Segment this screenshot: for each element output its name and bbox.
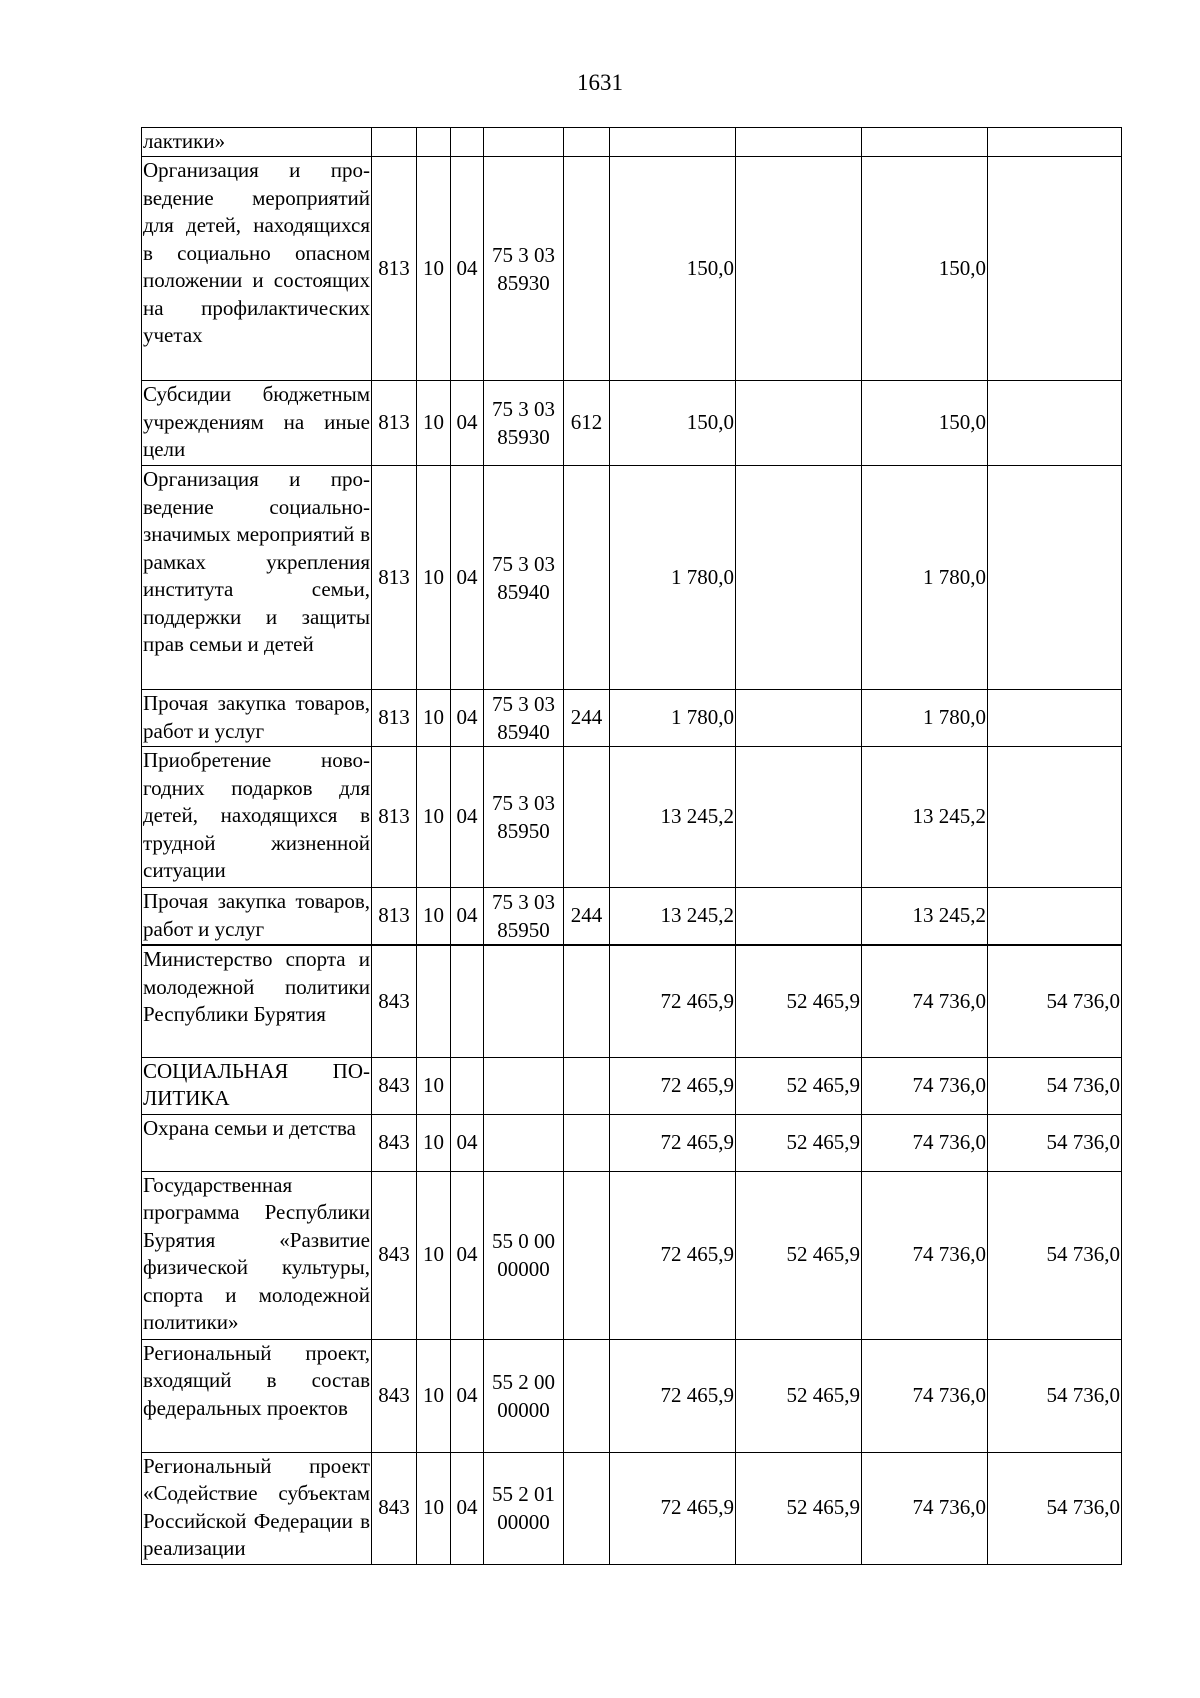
row-target-article-cell: 55 2 00 00000 — [484, 1339, 564, 1452]
row-amount-4-cell — [988, 888, 1122, 946]
row-grbs-cell: 813 — [372, 466, 417, 690]
row-grbs-cell: 813 — [372, 157, 417, 381]
row-target-article-cell: 75 3 03 85950 — [484, 888, 564, 946]
row-amount-2-cell — [736, 157, 862, 381]
row-target-article-cell: 55 0 00 00000 — [484, 1171, 564, 1339]
row-section-cell: 10 — [417, 1452, 451, 1564]
row-target-article-cell — [484, 1057, 564, 1114]
row-amount-4-cell — [988, 157, 1122, 381]
row-expense-type-cell — [564, 1171, 610, 1339]
row-subsection-cell: 04 — [451, 1339, 484, 1452]
row-amount-1-cell: 72 465,9 — [610, 945, 736, 1057]
row-name-cell: Государственная программа Республики Бурятия «Развитие физической культуры, спорта и молодежной политики» — [142, 1171, 372, 1339]
row-name-cell: Охрана семьи и детства — [142, 1114, 372, 1171]
row-section-cell: 10 — [417, 466, 451, 690]
row-target-article-cell: 55 2 01 00000 — [484, 1452, 564, 1564]
row-expense-type-cell: 612 — [564, 381, 610, 466]
row-target-article-cell — [484, 1114, 564, 1171]
row-amount-4-cell — [988, 466, 1122, 690]
row-amount-1-cell: 13 245,2 — [610, 747, 736, 888]
row-amount-4-cell — [988, 690, 1122, 747]
row-amount-2-cell: 52 465,9 — [736, 1171, 862, 1339]
row-amount-2-cell — [736, 128, 862, 157]
row-name-cell: Прочая закупка товаров, работ и услуг — [142, 690, 372, 747]
row-amount-3-cell — [862, 128, 988, 157]
row-amount-4-cell: 54 736,0 — [988, 1452, 1122, 1564]
row-amount-2-cell — [736, 466, 862, 690]
row-amount-1-cell: 72 465,9 — [610, 1171, 736, 1339]
row-subsection-cell — [451, 945, 484, 1057]
row-subsection-cell: 04 — [451, 1171, 484, 1339]
row-section-cell — [417, 128, 451, 157]
row-amount-3-cell: 74 736,0 — [862, 1057, 988, 1114]
row-subsection-cell — [451, 1057, 484, 1114]
row-amount-2-cell — [736, 690, 862, 747]
row-subsection-cell: 04 — [451, 888, 484, 946]
row-expense-type-cell: 244 — [564, 690, 610, 747]
row-subsection-cell: 04 — [451, 747, 484, 888]
row-section-cell: 10 — [417, 1057, 451, 1114]
row-name-cell: Организация и проведение мероприятий для детей, находящихся в социально опасном положении и состоящих на профилактических учетах — [142, 157, 372, 381]
row-name-cell: Министерство спорта и молодежной политики Республики Бурятия — [142, 945, 372, 1057]
row-grbs-cell: 843 — [372, 1452, 417, 1564]
row-amount-1-cell: 150,0 — [610, 157, 736, 381]
row-amount-2-cell — [736, 888, 862, 946]
row-grbs-cell: 843 — [372, 1171, 417, 1339]
table-row — [142, 1452, 1122, 1564]
table-row — [142, 888, 1122, 946]
row-grbs-cell — [372, 128, 417, 157]
row-name-cell: Прочая закупка товаров, работ и услуг — [142, 888, 372, 946]
row-subsection-cell: 04 — [451, 1114, 484, 1171]
table-row — [142, 945, 1122, 1057]
row-target-article-cell — [484, 128, 564, 157]
row-amount-3-cell: 150,0 — [862, 381, 988, 466]
row-subsection-cell: 04 — [451, 690, 484, 747]
row-amount-4-cell: 54 736,0 — [988, 945, 1122, 1057]
row-amount-2-cell — [736, 747, 862, 888]
row-subsection-cell: 04 — [451, 381, 484, 466]
row-amount-2-cell — [736, 381, 862, 466]
row-amount-3-cell: 74 736,0 — [862, 945, 988, 1057]
row-name-cell: Региональный проект, входящий в состав федеральных проектов — [142, 1339, 372, 1452]
row-amount-4-cell: 54 736,0 — [988, 1171, 1122, 1339]
row-grbs-cell: 813 — [372, 888, 417, 946]
row-amount-4-cell — [988, 128, 1122, 157]
row-amount-3-cell: 1 780,0 — [862, 690, 988, 747]
row-grbs-cell: 813 — [372, 690, 417, 747]
table-row — [142, 381, 1122, 466]
row-amount-2-cell: 52 465,9 — [736, 1114, 862, 1171]
table-row — [142, 690, 1122, 747]
row-amount-1-cell: 1 780,0 — [610, 690, 736, 747]
row-amount-2-cell: 52 465,9 — [736, 1339, 862, 1452]
row-subsection-cell: 04 — [451, 1452, 484, 1564]
row-target-article-cell: 75 3 03 85930 — [484, 157, 564, 381]
row-amount-2-cell: 52 465,9 — [736, 1057, 862, 1114]
row-section-cell: 10 — [417, 157, 451, 381]
row-name-cell: Субсидии бюджетным учреждениям на иные цели — [142, 381, 372, 466]
row-grbs-cell: 813 — [372, 381, 417, 466]
row-amount-3-cell: 74 736,0 — [862, 1452, 988, 1564]
page-number: 1631 — [577, 70, 623, 95]
row-amount-1-cell: 72 465,9 — [610, 1339, 736, 1452]
row-target-article-cell — [484, 945, 564, 1057]
row-amount-3-cell: 74 736,0 — [862, 1171, 988, 1339]
row-expense-type-cell — [564, 945, 610, 1057]
table-row — [142, 747, 1122, 888]
table-row — [142, 1339, 1122, 1452]
row-amount-2-cell: 52 465,9 — [736, 1452, 862, 1564]
row-target-article-cell: 75 3 03 85930 — [484, 381, 564, 466]
row-amount-4-cell: 54 736,0 — [988, 1339, 1122, 1452]
row-expense-type-cell — [564, 1452, 610, 1564]
row-section-cell: 10 — [417, 1339, 451, 1452]
row-amount-1-cell: 150,0 — [610, 381, 736, 466]
row-amount-4-cell — [988, 381, 1122, 466]
table-row — [142, 157, 1122, 381]
row-amount-3-cell: 150,0 — [862, 157, 988, 381]
row-amount-4-cell: 54 736,0 — [988, 1114, 1122, 1171]
row-target-article-cell: 75 3 03 85950 — [484, 747, 564, 888]
row-amount-2-cell: 52 465,9 — [736, 945, 862, 1057]
table-row — [142, 1171, 1122, 1339]
row-amount-3-cell: 74 736,0 — [862, 1114, 988, 1171]
row-amount-1-cell: 72 465,9 — [610, 1114, 736, 1171]
row-target-article-cell: 75 3 03 85940 — [484, 690, 564, 747]
table-row — [142, 1114, 1122, 1171]
row-name-cell: Региональный проект «Содействие субъектам Российской Федерации в реализации — [142, 1452, 372, 1564]
row-expense-type-cell — [564, 157, 610, 381]
row-amount-3-cell: 13 245,2 — [862, 747, 988, 888]
row-amount-3-cell: 74 736,0 — [862, 1339, 988, 1452]
row-expense-type-cell — [564, 1057, 610, 1114]
row-expense-type-cell — [564, 747, 610, 888]
row-name-cell: Организация и проведение социально-значимых мероприятий в рамках укрепления института семьи, поддержки и защиты прав семьи и детей — [142, 466, 372, 690]
row-expense-type-cell — [564, 466, 610, 690]
row-subsection-cell — [451, 128, 484, 157]
row-name-cell: Приобретение новогодних подарков для детей, находящихся в трудной жизненной ситуации — [142, 747, 372, 888]
row-amount-1-cell: 13 245,2 — [610, 888, 736, 946]
row-amount-4-cell — [988, 747, 1122, 888]
row-section-cell: 10 — [417, 1171, 451, 1339]
row-section-cell: 10 — [417, 888, 451, 946]
table-row — [142, 1057, 1122, 1114]
row-section-cell: 10 — [417, 381, 451, 466]
row-grbs-cell: 843 — [372, 1339, 417, 1452]
row-amount-3-cell: 1 780,0 — [862, 466, 988, 690]
row-amount-1-cell — [610, 128, 736, 157]
row-section-cell: 10 — [417, 690, 451, 747]
row-name-cell: СОЦИАЛЬНАЯ ПОЛИТИКА — [142, 1057, 372, 1114]
row-grbs-cell: 843 — [372, 1114, 417, 1171]
row-grbs-cell: 813 — [372, 747, 417, 888]
row-expense-type-cell — [564, 128, 610, 157]
row-expense-type-cell — [564, 1339, 610, 1452]
table-row — [142, 466, 1122, 690]
row-subsection-cell: 04 — [451, 157, 484, 381]
row-expense-type-cell: 244 — [564, 888, 610, 946]
row-subsection-cell: 04 — [451, 466, 484, 690]
row-grbs-cell: 843 — [372, 1057, 417, 1114]
row-target-article-cell: 75 3 03 85940 — [484, 466, 564, 690]
row-amount-1-cell: 72 465,9 — [610, 1452, 736, 1564]
row-grbs-cell: 843 — [372, 945, 417, 1057]
row-section-cell: 10 — [417, 747, 451, 888]
table-row — [142, 128, 1122, 157]
row-amount-1-cell: 1 780,0 — [610, 466, 736, 690]
row-expense-type-cell — [564, 1114, 610, 1171]
row-section-cell: 10 — [417, 1114, 451, 1171]
row-amount-1-cell: 72 465,9 — [610, 1057, 736, 1114]
row-section-cell — [417, 945, 451, 1057]
budget-table — [141, 127, 1122, 1565]
row-amount-4-cell: 54 736,0 — [988, 1057, 1122, 1114]
row-name-cell: лактики» — [142, 128, 372, 157]
row-amount-3-cell: 13 245,2 — [862, 888, 988, 946]
